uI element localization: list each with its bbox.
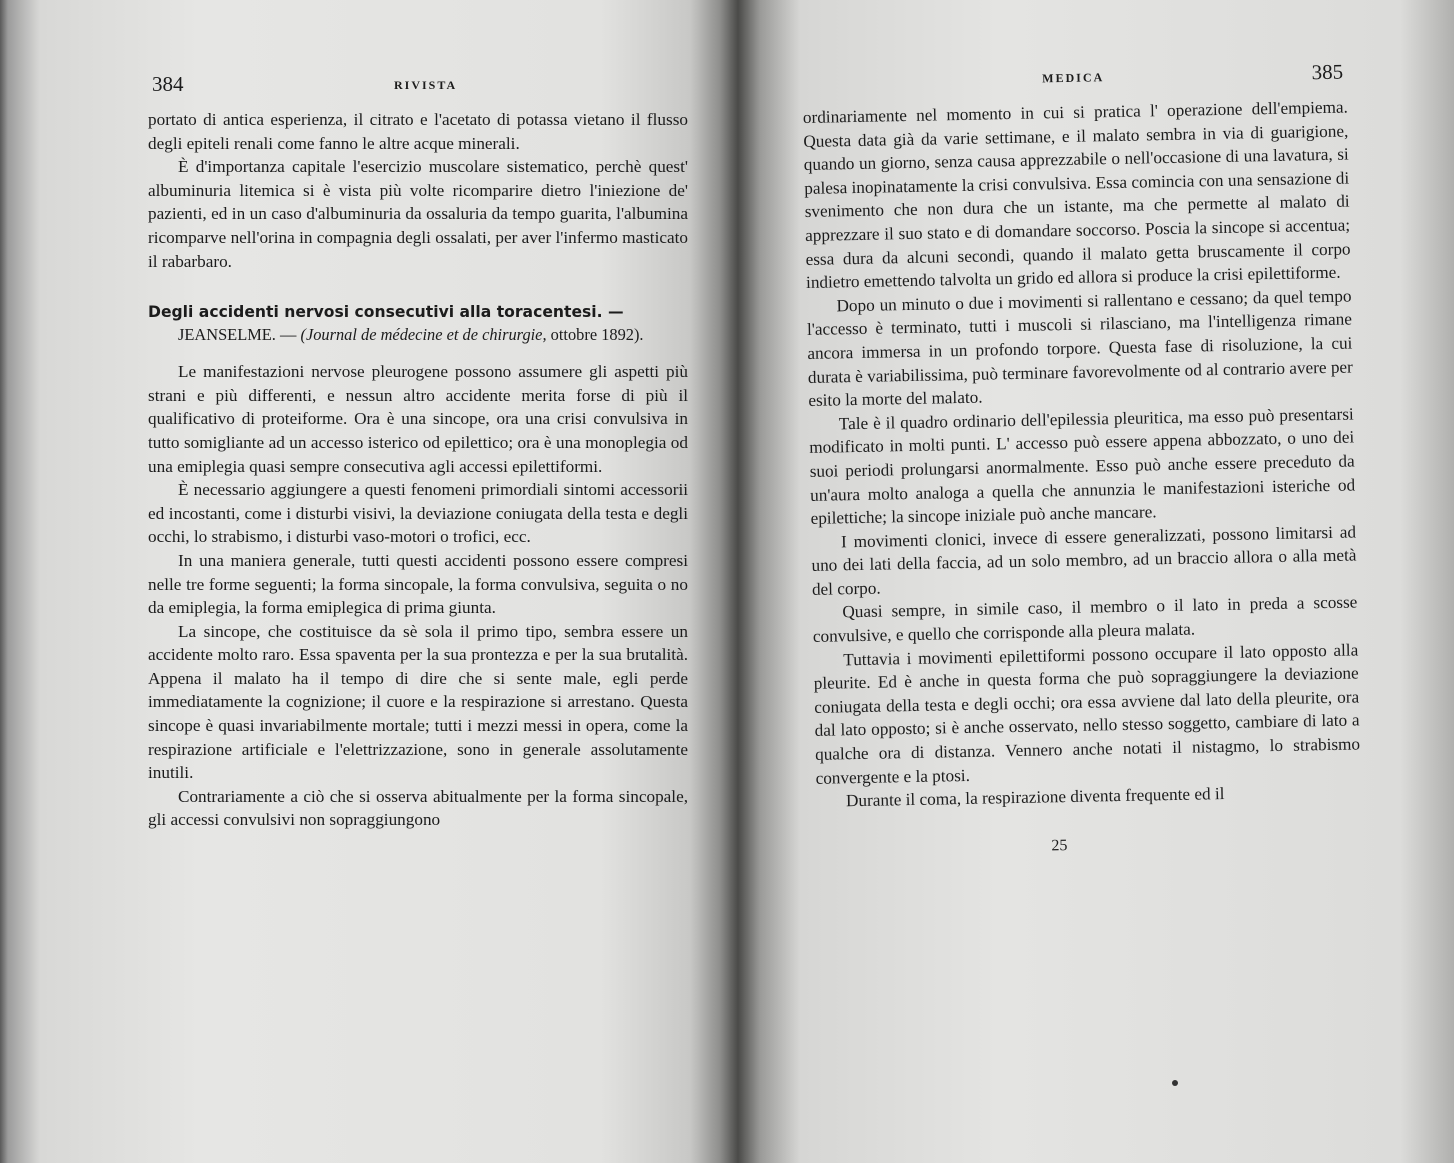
page-number: 384 <box>152 72 184 96</box>
right-page <box>802 60 1362 860</box>
citation-date: ottobre 1892). <box>550 325 644 345</box>
section-title: Degli accidenti nervosi consecutivi alla toracentesi. — <box>148 303 624 322</box>
ink-spot <box>1172 1080 1178 1086</box>
citation <box>178 324 688 346</box>
citation-author: JEANSELME. — <box>178 325 301 345</box>
paragraph: Quasi sempre, in simile caso, il membro o il lato in preda a scosse convulsive, e quello che corrisponde alla pleura malata. <box>812 592 1358 646</box>
paragraph: Dopo un minuto o due i movimenti si rallentano e cessano; da quel tempo l'accesso è terminato, tutti i muscoli si rilasciano, ma l'intelligenza rimane ancora immersa in un profondo torpore. Questa fase di risoluzione, la cui durata è variabilissima, può terminare favorevolmente od al contrario avere per esito la morte del malato. <box>806 286 1353 411</box>
paragraph: Le manifestazioni nervose pleurogene possono assumere gli aspetti più strani e più differenti, e nessun altro accidente merita forse di più il qualificativo di proteiforme. Ora è una sincope, ora una crisi convulsiva in tutto somigliante ad un accesso isterico od epilettico; ora è una monoplegia od una emiplegia quasi sempre consecutiva agli accessi epilettiformi. <box>148 362 688 476</box>
paragraph: portato di antica esperienza, il citrato e l'acetato di potassa vietano il flusso degli epiteli renali come fanno le altre acque minerali. <box>148 110 688 153</box>
left-page <box>148 72 688 832</box>
right-page-header <box>802 60 1347 98</box>
paragraph: I movimenti clonici, invece di essere generalizzati, possono limitarsi ad uno dei lati della faccia, ad un solo membro, ad un braccio allora o alla metà del corpo. <box>811 522 1357 599</box>
left-page-header <box>148 72 688 100</box>
paragraph: È d'importanza capitale l'esercizio muscolare sistematico, perchè quest' albuminuria litemica si è vista più volte ricomparire dietro l'iniezione de' pazienti, ed in un caso d'albuminuria da ossaluria da tempo guarita, l'albumina ricomparve nell'orina in compagnia degli ossalati, per aver l'infermo masticato il rabarbaro. <box>148 157 688 271</box>
paragraph: È necessario aggiungere a questi fenomeni primordiali sintomi accessorii ed incostanti, come i disturbi visivi, la deviazione coniugata della testa e degli occhi, lo strabismo, i disturbi vaso-motori o trofici, ecc. <box>148 480 688 547</box>
citation-source: (Journal de médecine et de chirurgie, <box>300 325 547 345</box>
paragraph: La sincope, che costituisce da sè sola il primo tipo, sembra essere un accidente molto raro. Essa spaventa per la sua prontezza e per la sua brutalità. Appena il malato ha il tempo di dire che si sente male, egli perde immediatamente la cognizione; il cuore e la respirazione si arrestano. Questa sincope è quasi invariabilmente mortale; tutti i mezzi messi in opera, come la respirazione artificiale e l'elettrizzazione, sono in generale assolutamente inutili. <box>148 621 688 783</box>
running-title: RIVISTA <box>394 78 458 92</box>
paragraph: ordinariamente nel momento in cui si pratica l' operazione dell'empiema. Questa data già da varie settimane, e il malato sembra in via di guarigione, quando un giorno, senza causa apprezzabile o nell'occasione di una lavatura, si palesa inopinatamente la crisi convulsiva. Essa comincia con una sensazione di svenimento che non dura che un istante, ma che permette al malato di apprezzare il suo stato e di domandare soccorso. Poscia la sincope si accentua; essa dura da alcuni secondi, quando il malato getta bruscamente il corpo indietro emettendo talvolta un grido ed allora si produce la crisi epilettiforme. <box>802 97 1351 293</box>
paragraph: Durante il coma, la respirazione diventa frequente ed il <box>845 784 1225 811</box>
page-number: 385 <box>1311 59 1344 85</box>
paragraph: Tale è il quadro ordinario dell'epilessia pleuritica, ma esso può presentarsi modificato in molti punti. L' accesso può essere appena abbozzato, o uno dei suoi periodi prolungarsi anormalmente. Esso può anche essere preceduto da un'aura molto analoga a quella che annunzia le manifestazioni isteriche od epilettiche; la sincope iniziale può anche mancare. <box>809 404 1356 529</box>
signature-mark: 25 <box>1051 836 1068 855</box>
running-title: MEDICA <box>1042 70 1105 86</box>
paragraph: In una maniera generale, tutti questi accidenti possono essere compresi nelle tre forme seguenti; la forma sincopale, la forma convulsiva, seguita o no da emiplegia, la forma emiplegica di prima giunta. <box>148 550 688 618</box>
paragraph: Tuttavia i movimenti epilettiformi possono occupare il lato opposto alla pleurite. Ed è anche in questa forma che può sopraggiungere la deviazione coniugata della testa e degli occhi; ora essa avviene dal lato della pleurite, ora dal lato opposto; si è anche osservato, nello stesso soggetto, cambiare di lato a qualche ora di distanza. Vennero anche notati il nistagmo, lo strabismo convergente e la ptosi. <box>813 640 1361 788</box>
paragraph: Contrariamente a ciò che si osserva abitualmente per la forma sincopale, gli accessi convulsivi non sopraggiungono <box>148 786 688 830</box>
